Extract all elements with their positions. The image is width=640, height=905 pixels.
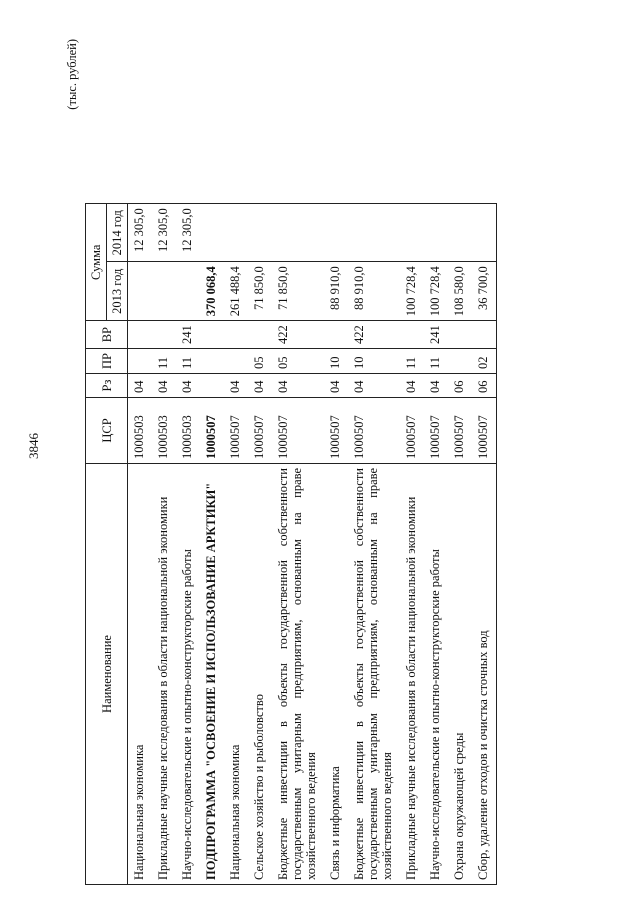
cell-csr: 1000507 (272, 398, 324, 464)
cell-name: Национальная экономика (224, 464, 248, 885)
cell-name: Научно-исследовательские и опытно-конструкторские работы (176, 464, 200, 885)
cell-y2014 (348, 204, 400, 262)
cell-rz: 04 (224, 374, 248, 398)
cell-name: Бюджетные инвестиции в объекты государственной собственности государственным унитарным предприятиям, основанным на праве хозяйственного ведения (272, 464, 324, 885)
cell-csr: 1000507 (324, 398, 348, 464)
header-row (86, 204, 107, 885)
cell-rz: 04 (128, 374, 153, 398)
table-row (248, 204, 272, 885)
cell-y2013 (128, 262, 153, 321)
cell-csr: 1000507 (248, 398, 272, 464)
page-number: 3846 (26, 433, 41, 459)
table-row (152, 204, 176, 885)
cell-y2014 (324, 204, 348, 262)
cell-y2013: 71 850,0 (272, 262, 324, 321)
cell-csr: 1000507 (348, 398, 400, 464)
cell-vr (128, 321, 153, 349)
cell-name: Связь и информатика (324, 464, 348, 885)
cell-name: Прикладные научные исследования в области национальной экономики (152, 464, 176, 885)
cell-vr (472, 321, 497, 349)
cell-rz (200, 374, 224, 398)
header-rz: Рз (86, 374, 128, 398)
cell-y2014: 12 305,0 (128, 204, 153, 262)
header-2014: 2014 год (107, 204, 128, 262)
cell-rz: 06 (448, 374, 472, 398)
cell-csr: 1000507 (400, 398, 424, 464)
cell-name: Сельское хозяйство и рыболовство (248, 464, 272, 885)
cell-name: Охрана окружающей среды (448, 464, 472, 885)
cell-name: ПОДПРОГРАММА "ОСВОЕНИЕ И ИСПОЛЬЗОВАНИЕ АРКТИКИ" (200, 464, 224, 885)
cell-vr (224, 321, 248, 349)
table-row (424, 204, 448, 885)
rotated-table-area (65, 15, 580, 885)
cell-y2014 (448, 204, 472, 262)
cell-pr: 11 (152, 349, 176, 374)
cell-y2013: 36 700,0 (472, 262, 497, 321)
cell-vr: 241 (424, 321, 448, 349)
cell-y2013: 370 068,4 (200, 262, 224, 321)
cell-y2014 (248, 204, 272, 262)
cell-vr (324, 321, 348, 349)
cell-vr (248, 321, 272, 349)
cell-name: Научно-исследовательские и опытно-конструкторские работы (424, 464, 448, 885)
cell-pr (128, 349, 153, 374)
cell-y2014 (472, 204, 497, 262)
cell-y2014 (224, 204, 248, 262)
cell-y2013: 100 728,4 (400, 262, 424, 321)
header-sum: Сумма (86, 204, 107, 321)
cell-y2013: 108 580,0 (448, 262, 472, 321)
table-row (176, 204, 200, 885)
cell-csr: 1000503 (128, 398, 153, 464)
cell-y2014 (400, 204, 424, 262)
cell-y2013 (152, 262, 176, 321)
cell-rz: 06 (472, 374, 497, 398)
cell-pr: 11 (400, 349, 424, 374)
cell-csr: 1000503 (152, 398, 176, 464)
cell-y2013: 100 728,4 (424, 262, 448, 321)
cell-vr: 241 (176, 321, 200, 349)
cell-y2013: 261 488,4 (224, 262, 248, 321)
cell-vr (400, 321, 424, 349)
cell-y2013: 88 910,0 (348, 262, 400, 321)
cell-rz: 04 (152, 374, 176, 398)
cell-vr (200, 321, 224, 349)
table-row (200, 204, 224, 885)
cell-rz: 04 (176, 374, 200, 398)
cell-rz: 04 (348, 374, 400, 398)
cell-name: Национальная экономика (128, 464, 153, 885)
cell-name: Прикладные научные исследования в области национальной экономики (400, 464, 424, 885)
cell-y2014 (200, 204, 224, 262)
table-row (400, 204, 424, 885)
cell-rz: 04 (400, 374, 424, 398)
header-name: Наименование (86, 464, 128, 885)
table-row (224, 204, 248, 885)
cell-csr: 1000507 (424, 398, 448, 464)
cell-csr: 1000507 (200, 398, 224, 464)
header-vr: ВР (86, 321, 128, 349)
cell-y2013 (176, 262, 200, 321)
table-row (324, 204, 348, 885)
cell-pr: 10 (348, 349, 400, 374)
cell-vr (448, 321, 472, 349)
cell-pr: 11 (424, 349, 448, 374)
cell-csr: 1000507 (448, 398, 472, 464)
table-row (348, 204, 400, 885)
table-row (128, 204, 153, 885)
cell-y2013: 71 850,0 (248, 262, 272, 321)
cell-vr: 422 (272, 321, 324, 349)
cell-rz: 04 (424, 374, 448, 398)
cell-y2014: 12 305,0 (152, 204, 176, 262)
header-csr: ЦСР (86, 398, 128, 464)
cell-csr: 1000503 (176, 398, 200, 464)
cell-name: Сбор, удаление отходов и очистка сточных вод (472, 464, 497, 885)
cell-pr: 11 (176, 349, 200, 374)
cell-pr: 10 (324, 349, 348, 374)
cell-pr: 05 (248, 349, 272, 374)
table-body (128, 204, 497, 885)
cell-pr (200, 349, 224, 374)
cell-rz: 04 (272, 374, 324, 398)
cell-pr (448, 349, 472, 374)
unit-label: (тыс. рублей) (65, 39, 79, 110)
budget-table (85, 203, 497, 885)
cell-csr: 1000507 (472, 398, 497, 464)
cell-y2014 (272, 204, 324, 262)
cell-y2014 (424, 204, 448, 262)
header-pr: ПР (86, 349, 128, 374)
cell-vr (152, 321, 176, 349)
table-row (448, 204, 472, 885)
cell-pr: 02 (472, 349, 497, 374)
cell-rz: 04 (324, 374, 348, 398)
cell-pr (224, 349, 248, 374)
cell-y2013: 88 910,0 (324, 262, 348, 321)
cell-pr: 05 (272, 349, 324, 374)
cell-name: Бюджетные инвестиции в объекты государственной собственности государственным унитарным предприятиям, основанным на праве хозяйственного ведения (348, 464, 400, 885)
cell-vr: 422 (348, 321, 400, 349)
cell-csr: 1000507 (224, 398, 248, 464)
cell-rz: 04 (248, 374, 272, 398)
header-2013: 2013 год (107, 262, 128, 321)
cell-y2014: 12 305,0 (176, 204, 200, 262)
table-row (272, 204, 324, 885)
table-row (472, 204, 497, 885)
